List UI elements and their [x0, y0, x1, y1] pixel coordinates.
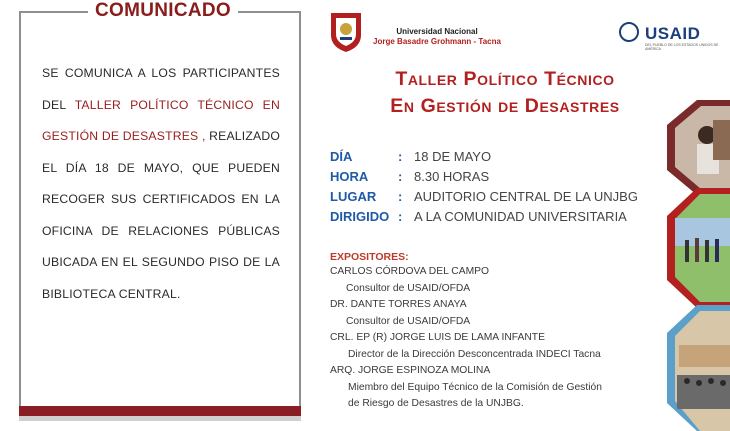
- speaker-name: CRL. EP (R) JORGE LUIS DE LAMA INFANTE: [330, 332, 545, 343]
- speaker-role: Director de la Dirección Desconcentrada INDECI Tacna: [348, 348, 601, 360]
- university-name-line2: Jorge Basadre Grohmann - Tacna: [373, 37, 501, 46]
- speaker-name: ARQ. JORGE ESPINOZA MOLINA: [330, 365, 491, 376]
- speaker-name: DR. DANTE TORRES ANAYA: [330, 299, 467, 310]
- speaker-role: Miembro del Equipo Técnico de la Comisión de Gestión: [348, 381, 602, 393]
- body-text-end: REALIZADO EL DÍA 18 DE MAYO, QUE PUEDEN RECOGER SUS CERTIFICADOS EN LA OFICINA DE RELACIONES PÚBLICAS UBICADA EN EL SEGUNDO PISO DE LA BIBLIOTECA CENTRAL.: [42, 129, 281, 301]
- info-value: 8.30 HORAS: [414, 169, 490, 184]
- usaid-seal-icon: [619, 22, 639, 42]
- university-name-line1: Universidad Nacional: [396, 27, 478, 36]
- photo-column: [667, 100, 730, 431]
- info-separator: :: [398, 189, 403, 204]
- info-value: 18 DE MAYO: [414, 149, 492, 164]
- body-text-start: SE COMUNICA A LOS PARTICIPANTES DEL: [42, 66, 280, 112]
- event-name-highlight: TALLER POLÍTICO TÉCNICO EN GESTIÓN DE DESASTRES ,: [42, 97, 280, 143]
- info-key: DÍA: [330, 149, 353, 164]
- comunicado-title: COMUNICADO: [88, 0, 238, 22]
- speaker-name: CARLOS CÓRDOVA DEL CAMPO: [330, 266, 490, 277]
- workshop-photo-1: [667, 100, 730, 195]
- info-key: HORA: [330, 169, 369, 184]
- expositores-heading: EXPOSITORES:: [330, 251, 409, 263]
- university-name: [367, 27, 507, 47]
- workshop-photo-2: [667, 188, 730, 308]
- info-separator: :: [398, 169, 403, 184]
- event-title-line2: En Gestión de Desastres: [390, 95, 620, 117]
- workshop-photo-3: [667, 305, 730, 431]
- usaid-tagline: DEL PUEBLO DE LOS ESTADOS UNIDOS DE AMÉRICA: [645, 43, 719, 51]
- info-key: DIRIGIDO: [330, 209, 390, 224]
- footer-bar: [19, 406, 301, 416]
- unjbg-logo-icon: [327, 9, 365, 53]
- info-separator: :: [398, 149, 403, 164]
- info-value: A LA COMUNIDAD UNIVERSITARIA: [414, 209, 627, 224]
- info-value: AUDITORIO CENTRAL DE LA UNJBG: [414, 189, 638, 204]
- info-key: LUGAR: [330, 189, 377, 204]
- speaker-role: Consultor de USAID/OFDA: [346, 315, 471, 327]
- event-title: [355, 66, 655, 120]
- comunicado-body: [42, 58, 280, 310]
- speaker-role: Consultor de USAID/OFDA: [346, 282, 471, 294]
- footer-bar-shadow: [19, 416, 301, 421]
- speaker-role-continued: de Riesgo de Desastres de la UNJBG.: [348, 398, 524, 409]
- event-title-line1: Taller Político Técnico: [395, 68, 615, 90]
- event-flyer: [315, 0, 730, 431]
- usaid-logo-text: USAID: [645, 24, 701, 43]
- info-separator: :: [398, 209, 403, 224]
- speaker-list: [330, 264, 602, 413]
- comunicado-panel: [0, 0, 315, 431]
